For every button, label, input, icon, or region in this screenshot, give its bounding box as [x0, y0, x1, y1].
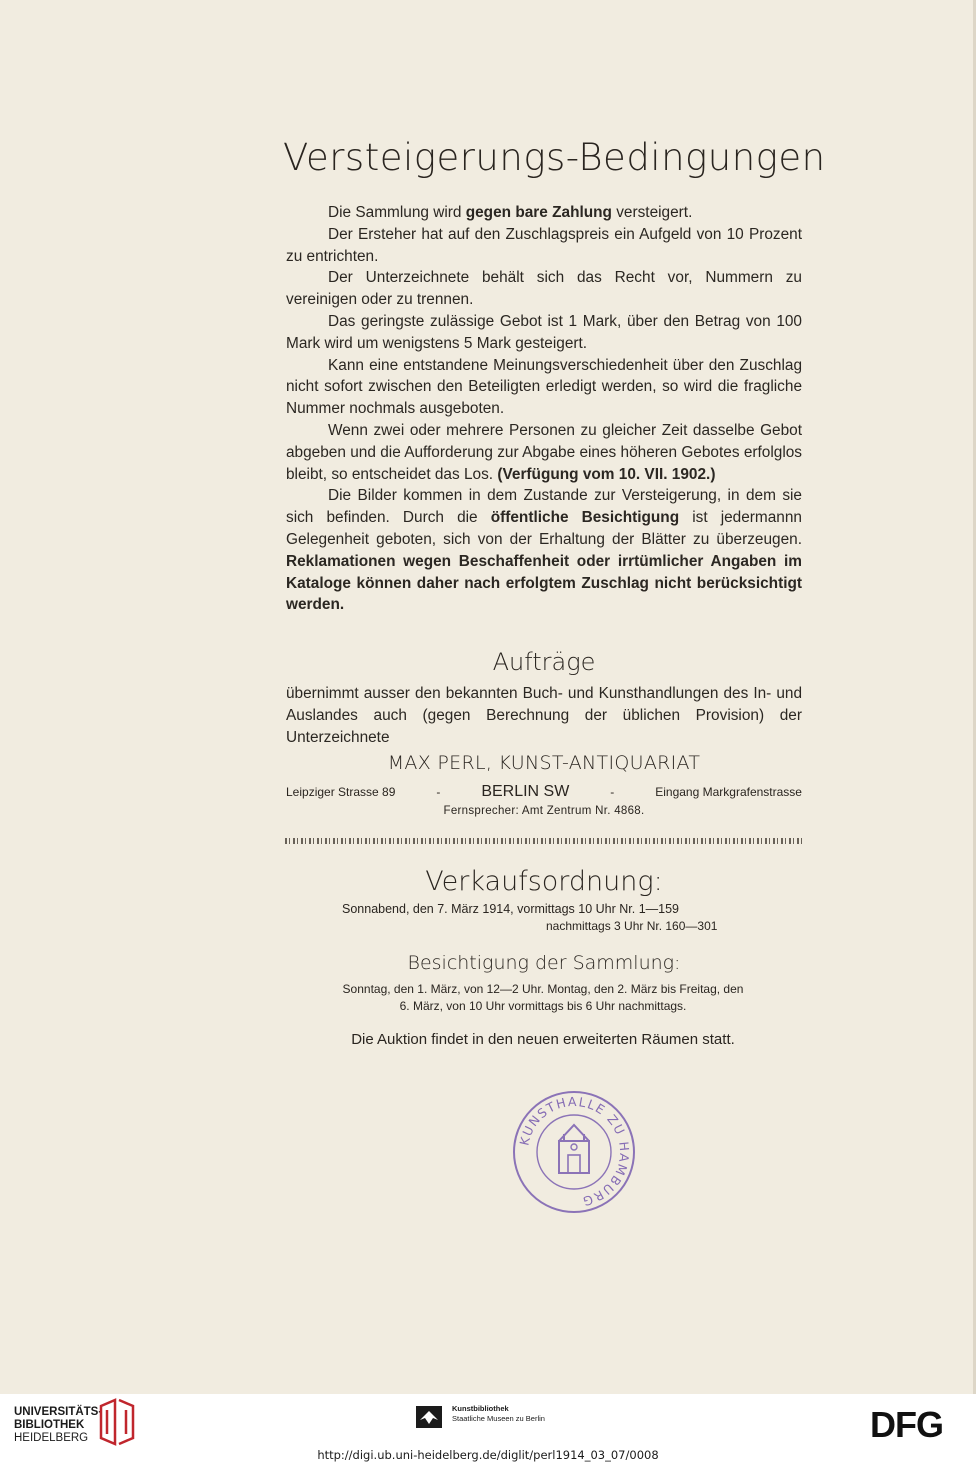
- conditions-list: [286, 202, 802, 616]
- dfg-logo[interactable]: DFG: [870, 1404, 943, 1445]
- condition-paragraph: Der Unterzeichnete behält sich das Recht vor, Nummern zu vereinigen oder zu trennen.: [286, 269, 802, 309]
- footer-bar: [0, 1394, 976, 1464]
- ornamental-divider: [285, 838, 803, 844]
- ub-heidelberg-label: [14, 1406, 102, 1445]
- besichtigung-text: [284, 981, 802, 1015]
- page-url[interactable]: http://digi.ub.uni-heidelberg.de/diglit/perl1914_03_07/0008: [317, 1448, 659, 1462]
- firm-phone: Fernsprecher: Amt Zentrum Nr. 4868.: [443, 805, 645, 817]
- address-entrance: Eingang Markgrafenstrasse: [655, 785, 802, 799]
- condition-paragraph: Das geringste zulässige Gebot ist 1 Mark, über den Betrag von 100 Mark wird um wenigstens 5 Mark gesteigert.: [286, 312, 802, 352]
- besichtigung-heading: Besichtigung der Sammlung:: [407, 952, 681, 974]
- ub-line: HEIDELBERG: [14, 1432, 89, 1444]
- kb-line: Staatliche Museen zu Berlin: [452, 1414, 545, 1423]
- eagle-icon: [416, 1406, 442, 1428]
- firm-name: MAX PERL, KUNST-ANTIQUARIAT: [387, 752, 701, 774]
- page-title: Versteigerungs-Bedingungen: [283, 136, 826, 179]
- ub-line: UNIVERSITÄTS-: [14, 1406, 103, 1418]
- ub-line: BIBLIOTHEK: [14, 1419, 85, 1431]
- condition-paragraph: Der Ersteher hat auf den Zuschlagspreis ein Aufgeld von 10 Prozent zu entrichten.: [286, 225, 802, 265]
- condition-paragraph: Die Bilder kommen in dem Zustande zur Versteigerung, in dem sie sich befinden. Durch die öffentliche Besichtigung ist jedermannn Gelegenheit geboten, sich von der Erhaltung der Blätter zu überzeugen. Reklamationen wegen Beschaffenheit oder irrtümlicher Angaben im Kataloge können daher nach erfolgtem Zuschlag nicht berücksichtigt werden.: [286, 487, 802, 614]
- sale-schedule-afternoon: nachmittags 3 Uhr Nr. 160—301: [546, 919, 718, 933]
- auction-note: Die Auktion findet in den neuen erweiterten Räumen statt.: [351, 1031, 735, 1048]
- condition-paragraph: Wenn zwei oder mehrere Personen zu gleicher Zeit dasselbe Gebot abgeben und die Aufforderung zur Abgabe eines höheren Gebotes erfolglos bleibt, so entscheidet das Los. (Verfügung vom 10. VII. 1902.): [286, 421, 802, 483]
- auftraege-heading: Aufträge: [492, 648, 596, 676]
- condition-paragraph: Die Sammlung wird gegen bare Zahlung versteigert.: [328, 204, 693, 221]
- kb-line: Kunstbibliothek: [452, 1404, 509, 1413]
- kunsthalle-stamp-icon: [511, 1089, 637, 1215]
- verkauf-heading: Verkaufsordnung:: [425, 866, 663, 897]
- besichtigung-line: 6. März, von 10 Uhr vormittags bis 6 Uhr nachmittags.: [399, 999, 687, 1013]
- ub-logo-icon[interactable]: [97, 1398, 137, 1448]
- auftraege-text: übernimmt ausser den bekannten Buch- und Kunsthandlungen des In- und Auslandes auch (gegen Berechnung der üblichen Provision) der Unterzeichnete: [286, 685, 802, 746]
- address-separator: -: [610, 785, 615, 799]
- condition-paragraph: Kann eine entstandene Meinungsverschiedenheit über den Zuschlag nicht sofort zwischen den Beteiligten erledigt werden, so wird die fragliche Nummer nochmals ausgeboten.: [286, 356, 802, 418]
- address-city: BERLIN SW: [481, 783, 570, 800]
- stamp-text: KUNSTHALLE ZU HAMBURG: [516, 1093, 633, 1210]
- firm-address: [286, 783, 802, 801]
- sale-schedule-morning: Sonnabend, den 7. März 1914, vormittags 10 Uhr Nr. 1—159: [342, 902, 679, 916]
- address-street: Leipziger Strasse 89: [286, 785, 396, 799]
- svg-text:KUNSTHALLE ZU HAMBURG: [516, 1094, 632, 1209]
- address-separator: -: [436, 785, 441, 799]
- besichtigung-line: Sonntag, den 1. März, von 12—2 Uhr. Montag, den 2. März bis Freitag, den: [342, 982, 744, 996]
